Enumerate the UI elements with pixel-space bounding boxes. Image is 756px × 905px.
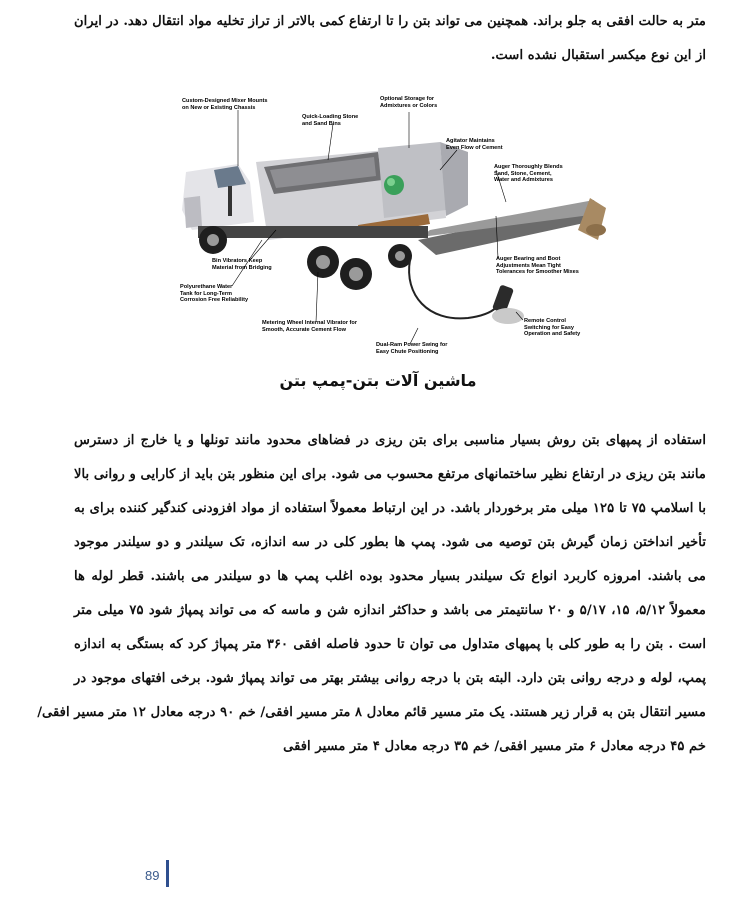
- mixer-truck-figure: [178, 90, 606, 355]
- text-line: از این نوع میکسر استقبال نشده است.: [490, 48, 706, 63]
- body-paragraph: [37, 424, 706, 764]
- text-line: می باشند. امروزه کاربرد انواع تک سیلندر بسیار محدود بوده اغلب پمپ ها دو سیلندر می باشند. قطر لوله ها: [74, 569, 706, 584]
- callout-mixer-mounts: Custom-Designed Mixer Mounts on New or Existing Chassis: [182, 98, 268, 111]
- callout-auger-blends: Auger Thoroughly Blends Sand, Stone, Cement, Water and Admixtures: [494, 164, 563, 184]
- callout-admixture-storage: Optional Storage for Admixtures or Colors: [380, 96, 438, 109]
- text-line: استفاده از پمپهای بتن روش بسیار مناسبی برای بتن ریزی در فضاهای محدود مانند تونلها و یا خارج از دسترس: [74, 433, 706, 448]
- section-heading: ماشین آلات بتن-پمپ بتن: [279, 371, 477, 390]
- callout-stone-sand-bins: Quick-Loading Stone and Sand Bins: [302, 114, 359, 127]
- text-line: مسیر انتقال بتن به قرار زیر هستند. یک متر مسیر قائم معادل ۸ متر مسیر افقی/ خم ۹۰ درجه معادل ۱۲ متر مسیر افقی/: [37, 705, 706, 720]
- text-line: معمولاً ۵/۱۲، ۱۵، ۵/۱۷ و ۲۰ سانتیمتر می باشد و حداکثر اندازه شن و ماسه که می تواند پمپاژ شود ۷۵ میلی متر: [74, 603, 706, 618]
- callout-remote-control: Remote Control Switching for Easy Operation and Safety: [524, 318, 581, 338]
- text-line: تأخیر انداختن زمان گیرش بتن توصیه می شود. پمپ ها بطور کلی در سه اندازه، تک سیلندر و دو سیلندر موجود: [74, 535, 706, 550]
- text-line: متر به حالت افقی به جلو براند. همچنین می تواند بتن را تا ارتفاع کمی بالاتر از تراز تخلیه مواد انتقال دهد. در ایران: [73, 14, 706, 29]
- callout-bin-vibrators: Bin Vibrators Keep Material from Bridging: [212, 258, 272, 271]
- page-number: 89: [145, 868, 160, 883]
- intro-paragraph: [74, 5, 706, 73]
- callout-agitator: Agitator Maintains Even Flow of Cement: [446, 138, 503, 151]
- mixer-truck-illustration: [178, 90, 606, 355]
- text-line: است . بتن را به طور کلی با پمپهای متداول می توان تا حدود فاصله افقی ۳۶۰ متر پمپاژ کرد که بستگی به اندازه: [74, 637, 706, 652]
- callout-metering-wheel: Metering Wheel Internal Vibrator for Smooth, Accurate Cement Flow: [262, 320, 358, 333]
- text-line: خم ۴۵ درجه معادل ۶ متر مسیر افقی/ خم ۳۵ درجه معادل ۴ متر مسیر افقی: [283, 739, 706, 754]
- callout-power-swing: Dual-Ram Power Swing for Easy Chute Positioning: [376, 342, 448, 355]
- callout-water-tank: Polyurethane Water Tank for Long-Term Corrosion Free Reliability: [180, 284, 249, 304]
- text-line: پمپ، لوله و درجه روانی بتن دارد. البته بتن با درجه روانی بیشتر بهتر می تواند پمپاژ شود. برخی افتهای موجود در: [74, 671, 706, 686]
- text-line: با اسلامپ ۷۵ تا ۱۲۵ میلی متر برخوردار باشد. در این ارتباط معمولاً استفاده از مواد افزودنی کندگیر کننده برای به: [74, 501, 706, 516]
- callout-auger-bearing: Auger Bearing and Boot Adjustments Mean Tight Tolerances for Smoother Mixes: [496, 256, 579, 276]
- page-number-bar: [166, 860, 169, 887]
- text-line: مانند بتن ریزی در ارتفاع نظیر ساختمانهای مرتفع محسوب می شود. برای این منظور بتن باید از کارایی و روانی بالا: [74, 467, 706, 482]
